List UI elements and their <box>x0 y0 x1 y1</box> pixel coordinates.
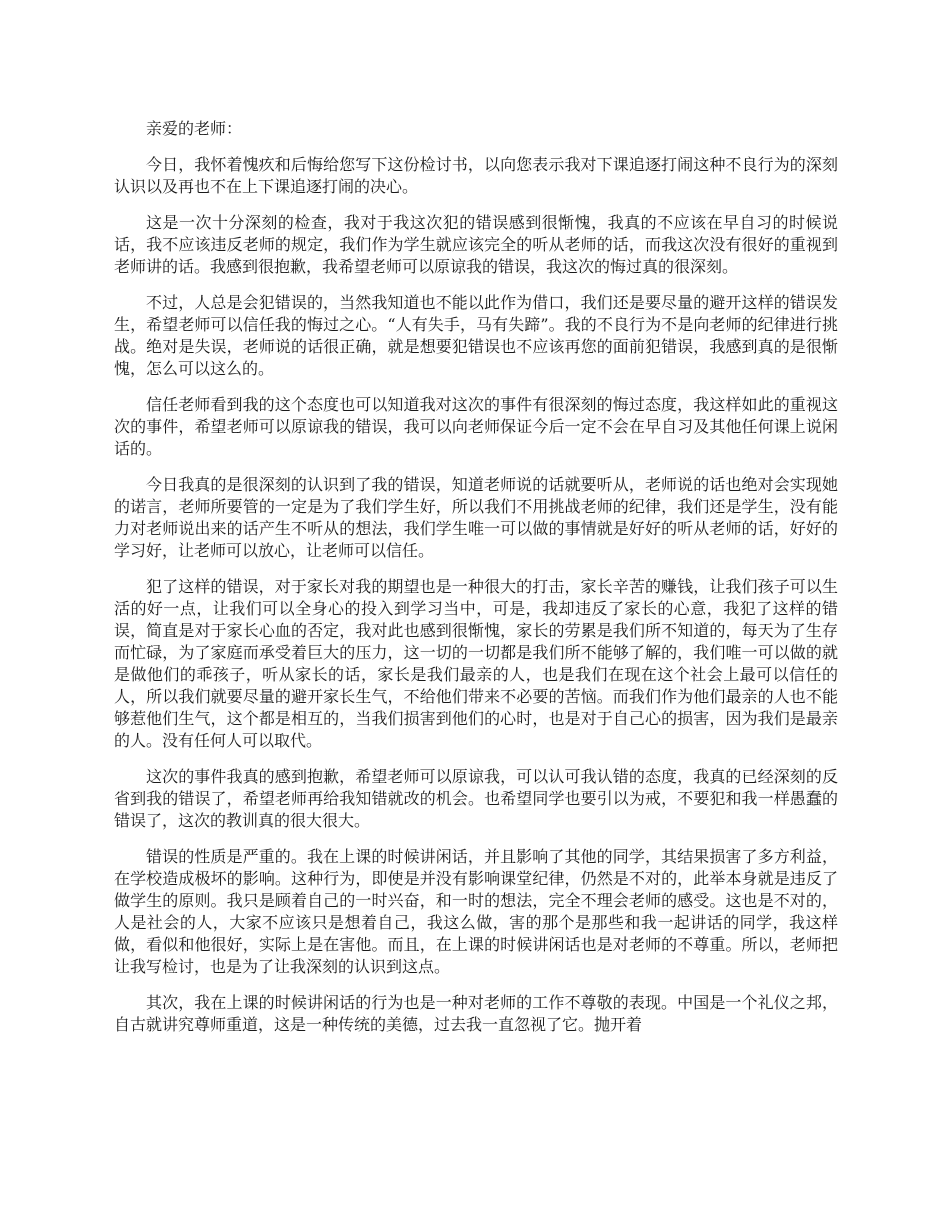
paragraph: 错误的性质是严重的。我在上课的时候讲闲话，并且影响了其他的同学，其结果损害了多方利益，在学校造成极坏的影响。这种行为，即使是并没有影响课堂纪律，仍然是不对的，此举本身就是违反了做学生的原则。我只是顾着自己的一时兴奋，和一时的想法，完全不理会老师的感受。这也是不对的，人是社会的人，大家不应该只是想着自己，我这么做，害的那个是那些和我一起讲话的同学，我这样做，看似和他很好，实际上是在害他。而且，在上课的时候讲闲话也是对老师的不尊重。所以，老师把让我写检讨，也是为了让我深刻的认识到这点。 <box>114 847 838 976</box>
paragraph: 信任老师看到我的这个态度也可以知道我对这次的事件有很深刻的悔过态度，我这样如此的重视这次的事件，希望老师可以原谅我的错误，我可以向老师保证今后一定不会在早自习及其他任何课上说闲话的。 <box>114 395 838 458</box>
greeting: 亲爱的老师： <box>146 119 243 138</box>
letter-body <box>114 118 838 1050</box>
paragraph: 其次，我在上课的时候讲闲话的行为也是一种对老师的工作不尊敬的表现。中国是一个礼仪之邦，自古就讲究尊师重道，这是一种传统的美德，过去我一直忽视了它。抛开着 <box>114 993 838 1034</box>
paragraph: 今日我真的是很深刻的认识到了我的错误，知道老师说的话就要听从，老师说的话也绝对会实现她的诺言，老师所要管的一定是为了我们学生好，所以我们不用挑战老师的纪律，我们还是学生，没有能力对老师说出来的话产生不听从的想法，我们学生唯一可以做的事情就是好好的听从老师的话，好好的学习好，让老师可以放心，让老师可以信任。 <box>114 475 838 560</box>
paragraph: 这次的事件我真的感到抱歉，希望老师可以原谅我，可以认可我认错的态度，我真的已经深刻的反省到我的错误了，希望老师再给我知错就改的机会。也希望同学也要引以为戒，不要犯和我一样愚蠢的错误了，这次的教训真的很大很大。 <box>114 767 838 830</box>
paragraph: 犯了这样的错误，对于家长对我的期望也是一种很大的打击，家长辛苦的赚钱，让我们孩子可以生活的好一点，让我们可以全身心的投入到学习当中，可是，我却违反了家长的心意，我犯了这样的错误，简直是对于家长心血的否定，我对此也感到很惭愧，家长的劳累是我们所不知道的，每天为了生存而忙碌，为了家庭而承受着巨大的压力，这一切的一切都是我们所不能够了解的，我们唯一可以做的就是做他们的乖孩子，听从家长的话，家长是我们最亲的人，也是我们在现在这个社会上最可以信任的人，所以我们就要尽量的避开家长生气，不给他们带来不必要的苦恼。而我们作为他们最亲的人也不能够惹他们生气，这个都是相互的，当我们损害到他们的心时，也是对于自己心的损害，因为我们是最亲的人。没有任何人可以取代。 <box>114 577 838 750</box>
paragraph: 今日，我怀着愧疚和后悔给您写下这份检讨书，以向您表示我对下课追逐打闹这种不良行为的深刻认识以及再也不在上下课追逐打闹的决心。 <box>114 155 838 196</box>
paragraph: 不过，人总是会犯错误的，当然我知道也不能以此作为借口，我们还是要尽量的避开这样的错误发生，希望老师可以信任我的悔过之心。“人有失手，马有失蹄”。我的不良行为不是向老师的纪律进行挑战。绝对是失误，老师说的话很正确，就是想要犯错误也不应该再您的面前犯错误，我感到真的是很惭愧，怎么可以这么的。 <box>114 293 838 378</box>
paragraph: 这是一次十分深刻的检查，我对于我这次犯的错误感到很惭愧，我真的不应该在早自习的时候说话，我不应该违反老师的规定，我们作为学生就应该完全的听从老师的话，而我这次没有很好的重视到老师讲的话。我感到很抱歉，我希望老师可以原谅我的错误，我这次的悔过真的很深刻。 <box>114 213 838 276</box>
